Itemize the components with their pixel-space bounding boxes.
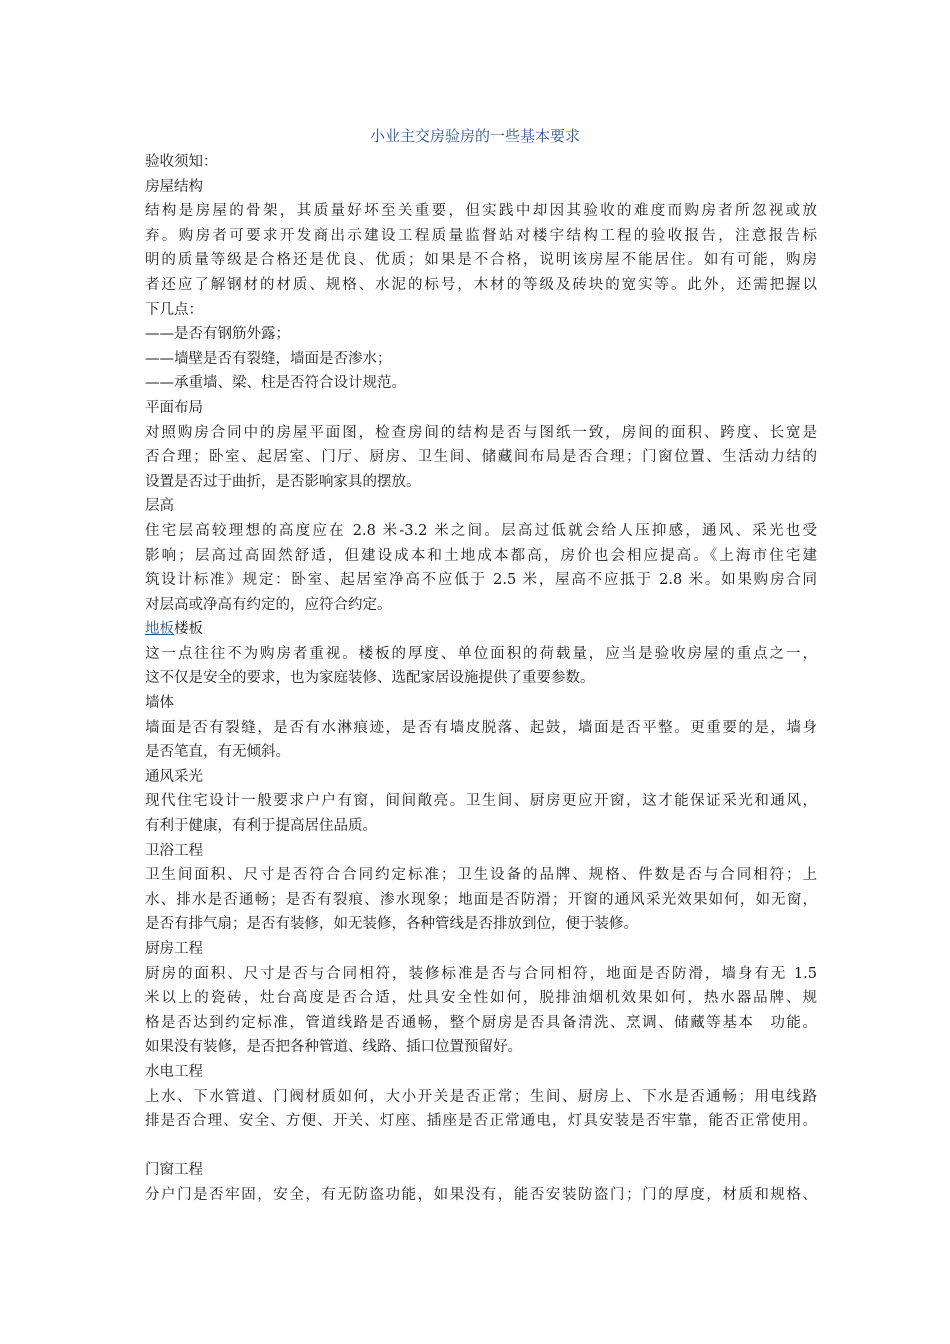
text-line: 这不仅是安全的要求，也为家庭装修、选配家居设施提供了重要参数。	[145, 670, 595, 687]
section-heading-ventilation: 通风采光	[145, 768, 203, 785]
text-line: 下几点：	[145, 301, 203, 318]
text-line: 结构是房屋的骨架，其质量好坏至关重要，但实践中却因其验收的难度而购房者所忽视或放	[145, 203, 817, 220]
section-heading-height: 层高	[145, 498, 174, 515]
list-item: ——承重墙、梁、柱是否符合设计规范。	[145, 375, 406, 392]
text-line: 验收须知：	[145, 154, 218, 170]
text-line: 现代住宅设计一般要求户户有窗，间间敞亮。卫生间、厨房更应开窗，这才能保证采光和通风，	[145, 793, 817, 810]
text-line: 这一点往往不为购房者重视。楼板的厚度、单位面积的荷载量，应当是验收房屋的重点之一，	[145, 645, 817, 662]
section-heading-layout: 平面布局	[145, 399, 203, 416]
section-heading-structure: 房屋结构	[145, 178, 203, 195]
text-line: 对层高或净高有约定的，应符合约定。	[145, 596, 392, 613]
text-line: 格是否达到约定标准，管道线路是否通畅，整个厨房是否具备清洗、烹调、储藏等基本 功能。	[145, 1014, 817, 1031]
text-line: 上水、下水管道、门阀材质如何，大小开关是否正常；生间、厨房上、下水是否通畅；用电线路	[145, 1088, 817, 1105]
text-line: 明的质量等级是合格还是优良、优质；如果是不合格，说明该房屋不能居住。如有可能，购房	[145, 252, 817, 269]
text-line: 排是否合理、安全、方便、开关、灯座、插座是否正常通电，灯具安装是否牢靠，能否正常使用。	[145, 1113, 817, 1130]
text-line: 对照购房合同中的房屋平面图，检查房间的结构是否与图纸一致，房间的面积、跨度、长宽是	[145, 424, 817, 441]
document-title: 小业主交房验房的一些基本要求	[369, 127, 580, 145]
text-line: 是否有排气扇；是否有装修，如无装修，各种管线是否排放到位，便于装修。	[145, 916, 638, 933]
blank-line	[145, 1134, 817, 1159]
text-line: 厨房的面积、尺寸是否与合同相符，装修标准是否与合同相符，地面是否防滑，墙身有无 1.5	[145, 965, 817, 982]
list-item: ——是否有钢筋外露；	[145, 326, 290, 343]
text-line: 如果没有装修，是否把各种管道、线路、插口位置预留好。	[145, 1039, 522, 1056]
text-line: 否合理；卧室、起居室、门厅、厨房、卫生间、储藏间布局是否合理；门窗位置、生活动力结的	[145, 449, 817, 466]
text-line: 者还应了解钢材的材质、规格、水泥的标号，木材的等级及砖块的宽实等。此外，还需把握以	[145, 276, 817, 293]
text-line: 弃。购房者可要求开发商出示建设工程质量监督站对楼宇结构工程的验收报告，注意报告标	[145, 227, 817, 244]
text-line: 分户门是否牢固，安全，有无防盗功能，如果没有，能否安装防盗门；门的厚度，材质和规格、	[145, 1186, 817, 1203]
text-line: 住宅层高较理想的高度应在 2.8 米-3.2 米之间。层高过低就会给人压抑感，通风、采光也受	[145, 522, 817, 539]
text-line: 米以上的瓷砖，灶台高度是否合适，灶具安全性如何，脱排油烟机效果如何，热水器品牌、规	[145, 990, 817, 1007]
text-line: 设置是否过于曲折，是否影响家具的摆放。	[145, 473, 421, 490]
section-heading-floor	[145, 617, 817, 642]
text-line: 有利于健康，有利于提高居住品质。	[145, 818, 377, 835]
section-heading-wall: 墙体	[145, 695, 174, 712]
text-line: 水、排水是否通畅；是否有裂痕、渗水现象；地面是否防滑；开窗的通风采光效果如何，如无窗，	[145, 891, 817, 908]
text-line: 墙面是否有裂缝，是否有水淋痕迹，是否有墙皮脱落、起鼓，墙面是否平整。更重要的是，墙身	[145, 719, 817, 736]
section-heading-plumbing: 水电工程	[145, 1063, 203, 1080]
text-line: 卫生间面积、尺寸是否符合合同约定标准；卫生设备的品牌、规格、件数是否与合同相符；上	[145, 867, 817, 884]
floor-link[interactable]: 地板	[145, 621, 174, 638]
section-heading-bathroom: 卫浴工程	[145, 842, 203, 859]
text-line: 是否笔直，有无倾斜。	[145, 744, 290, 761]
section-heading-kitchen: 厨房工程	[145, 941, 203, 957]
document-body	[145, 150, 817, 1208]
text-line: 筑设计标准》规定：卧室、起居室净高不应低于 2.5 米，屋高不应抵于 2.8 米。如果购房合同	[145, 572, 817, 589]
list-item: ——墙壁是否有裂缝，墙面是否渗水；	[145, 350, 392, 367]
text-line: 影响；层高过高固然舒适，但建设成本和土地成本都高，房价也会相应提高。《上海市住宅建	[145, 547, 817, 564]
floor-heading-rest: 楼板	[174, 621, 203, 638]
section-heading-doors-windows: 门窗工程	[145, 1162, 203, 1179]
